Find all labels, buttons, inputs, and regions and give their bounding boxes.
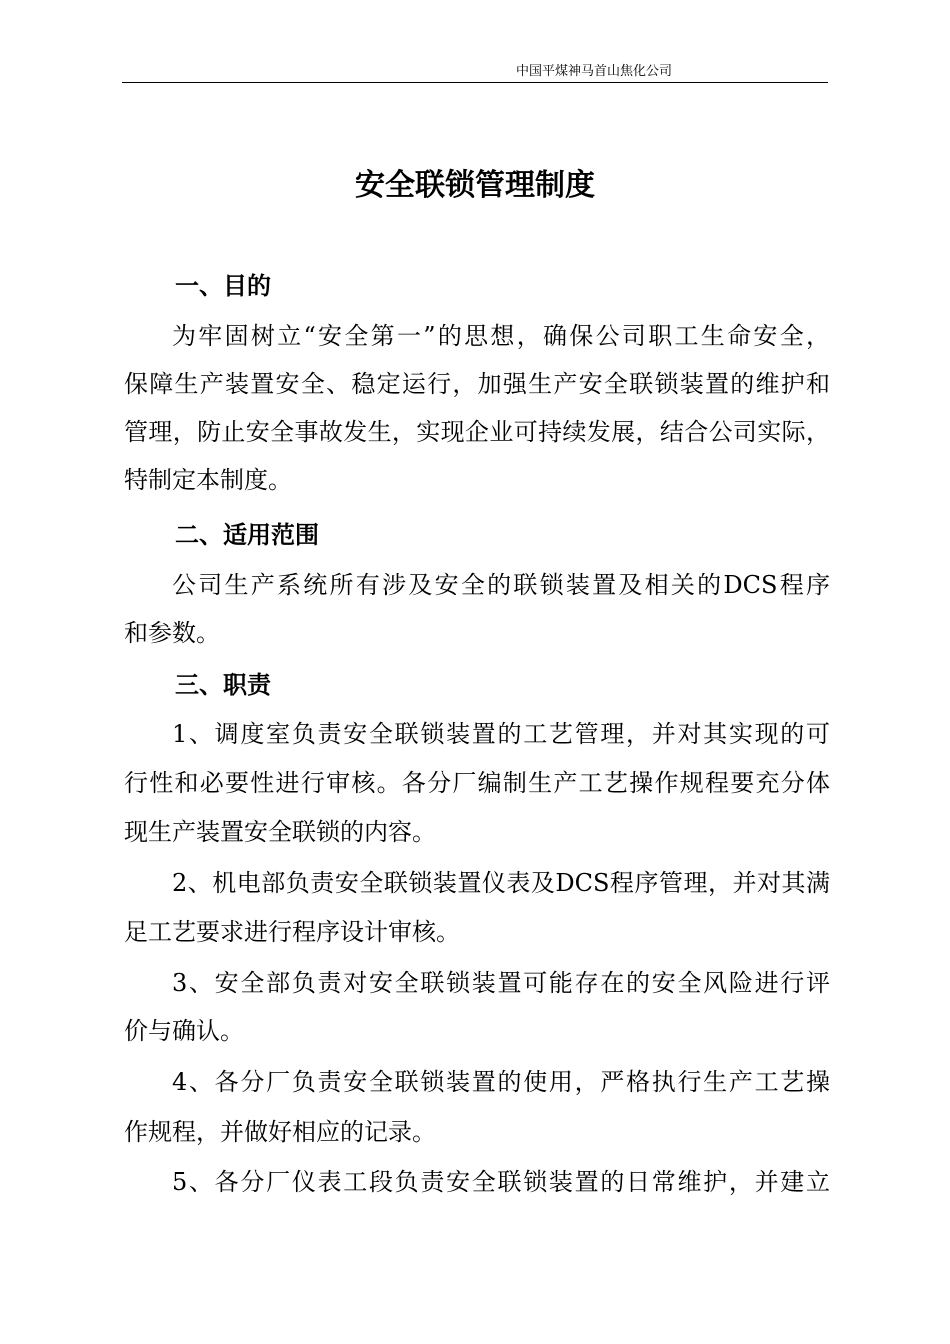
- paragraph-line: 现生产装置安全联锁的内容。: [124, 818, 436, 846]
- paragraph-line: 公司生产系统所有涉及安全的联锁装置及相关的DCS程序: [172, 571, 830, 599]
- paragraph-line: 2、机电部负责安全联锁装置仪表及DCS程序管理，并对其满: [172, 869, 830, 897]
- paragraph-line: 和参数。: [124, 619, 220, 647]
- paragraph-line: 行性和必要性进行审核。各分厂编制生产工艺操作规程要充分体: [124, 769, 830, 797]
- section-heading-purpose: 一、目的: [175, 271, 271, 300]
- paragraph-line: 作规程，并做好相应的记录。: [124, 1118, 436, 1146]
- paragraph-line: 足工艺要求进行程序设计审核。: [124, 918, 460, 946]
- paragraph-line: 为牢固树立“安全第一”的思想，确保公司职工生命安全，: [172, 322, 830, 350]
- document-title: 安全联锁管理制度: [355, 168, 595, 203]
- paragraph-line: 1、调度室负责安全联锁装置的工艺管理，并对其实现的可: [172, 720, 830, 748]
- section-heading-scope: 二、适用范围: [175, 520, 319, 549]
- header-divider: [122, 82, 828, 83]
- header-company-name: 中国平煤神马首山焦化公司: [516, 64, 673, 79]
- paragraph-line: 3、安全部负责对安全联锁装置可能存在的安全风险进行评: [172, 969, 830, 997]
- paragraph-line: 价与确认。: [124, 1017, 244, 1045]
- paragraph-line: 保障生产装置安全、稳定运行，加强生产安全联锁装置的维护和: [124, 370, 830, 398]
- paragraph-line: 5、各分厂仪表工段负责安全联锁装置的日常维护，并建立: [172, 1168, 830, 1196]
- paragraph-line: 特制定本制度。: [124, 466, 292, 494]
- paragraph-line: 管理，防止安全事故发生，实现企业可持续发展，结合公司实际，: [124, 418, 830, 446]
- paragraph-line: 4、各分厂负责安全联锁装置的使用，严格执行生产工艺操: [172, 1068, 830, 1096]
- section-heading-responsibilities: 三、职责: [175, 670, 271, 699]
